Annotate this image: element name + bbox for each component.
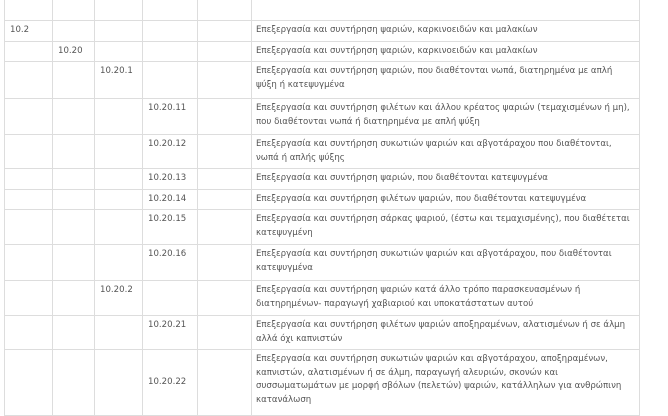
table-row (5, 41, 640, 62)
level5-cell (198, 41, 252, 62)
level1-cell: 10.2 (5, 21, 53, 42)
level3-cell (95, 245, 143, 281)
table-row (5, 99, 640, 135)
table-row (5, 169, 640, 190)
level3-cell (95, 169, 143, 190)
level5-cell (198, 0, 252, 21)
level5-cell (198, 189, 252, 210)
level4-cell (143, 41, 198, 62)
level4-cell: 10.20.14 (143, 189, 198, 210)
level4-cell: 10.20.13 (143, 169, 198, 190)
level5-cell (198, 281, 252, 316)
level3-cell (95, 99, 143, 135)
level1-cell (5, 169, 53, 190)
description-cell: Επεξεργασία και συντήρηση ψαριών, καρκινοειδών και μαλακίων (252, 41, 640, 62)
level1-cell (5, 210, 53, 245)
level3-cell (95, 210, 143, 245)
description-cell: Επεξεργασία και συντήρηση συκωτιών ψαριών και αβγοτάραχου, αποξηραμένων, καπνιστών, αλατισμένων ή σε άλμη, παραγωγή αλευριών, σκονών και συσσωματωμάτων με μορφή σβόλων (πελετών) ψαριών, κατάλληλων για ανθρώπινη κατανάλωση (252, 350, 640, 416)
level5-cell (198, 169, 252, 190)
table-row (5, 189, 640, 210)
table-row (5, 135, 640, 169)
level2-cell (53, 316, 95, 350)
level5-cell (198, 99, 252, 135)
description-cell: Επεξεργασία και συντήρηση συκωτιών ψαριών και αβγοτάραχου, που διαθέτονται κατεψυγμένα (252, 245, 640, 281)
table-row (5, 281, 640, 316)
description-cell: Επεξεργασία και συντήρηση ψαριών κατά άλλο τρόπο παρασκευασμένων ή διατηρημένων- παραγωγή χαβιαριού και υποκατάστατων αυτού (252, 281, 640, 316)
level3-cell (95, 0, 143, 21)
level5-cell (198, 135, 252, 169)
level1-cell (5, 62, 53, 99)
level2-cell (53, 281, 95, 316)
level4-cell: 10.20.21 (143, 316, 198, 350)
level4-cell: 10.20.22 (143, 350, 198, 416)
level2-cell: 10.20 (53, 41, 95, 62)
table-row (5, 316, 640, 350)
level3-cell (95, 41, 143, 62)
level3-cell (95, 21, 143, 42)
level1-cell (5, 41, 53, 62)
table-row (5, 210, 640, 245)
level4-cell: 10.20.12 (143, 135, 198, 169)
level2-cell (53, 350, 95, 416)
description-cell: Επεξεργασία και συντήρηση συκωτιών ψαριών και αβγοτάραχου που διαθέτονται, νωπά ή απλής ψύξης (252, 135, 640, 169)
level1-cell (5, 189, 53, 210)
description-cell: Επεξεργασία και συντήρηση σάρκας ψαριού, (έστω και τεμαχισμένης), που διαθέτεται κατεψυγμένη (252, 210, 640, 245)
level5-cell (198, 210, 252, 245)
level4-cell: 10.20.16 (143, 245, 198, 281)
level1-cell (5, 350, 53, 416)
level4-cell (143, 281, 198, 316)
level3-cell: 10.20.2 (95, 281, 143, 316)
level2-cell (53, 21, 95, 42)
level2-cell (53, 169, 95, 190)
table-row (5, 0, 640, 21)
level3-cell (95, 316, 143, 350)
level2-cell (53, 62, 95, 99)
level2-cell (53, 210, 95, 245)
description-cell: Επεξεργασία και συντήρηση φιλέτων και άλλου κρέατος ψαριών (τεμαχισμένων ή μη), που διαθέτονται νωπά ή διατηρημένα με απλή ψύξη (252, 99, 640, 135)
description-cell: Επεξεργασία και συντήρηση φιλέτων ψαριών, που διαθέτονται κατεψυγμένα (252, 189, 640, 210)
level1-cell (5, 316, 53, 350)
level2-cell (53, 245, 95, 281)
level4-cell (143, 0, 198, 21)
description-cell (252, 0, 640, 21)
level5-cell (198, 21, 252, 42)
level4-cell: 10.20.11 (143, 99, 198, 135)
level3-cell: 10.20.1 (95, 62, 143, 99)
level5-cell (198, 316, 252, 350)
table-row (5, 245, 640, 281)
level1-cell (5, 281, 53, 316)
level5-cell (198, 62, 252, 99)
level3-cell (95, 350, 143, 416)
level4-cell (143, 62, 198, 99)
level1-cell (5, 99, 53, 135)
level3-cell (95, 135, 143, 169)
level4-cell: 10.20.15 (143, 210, 198, 245)
table-row (5, 350, 640, 416)
level2-cell (53, 0, 95, 21)
description-cell: Επεξεργασία και συντήρηση ψαριών, που διαθέτονται κατεψυγμένα (252, 169, 640, 190)
level5-cell (198, 350, 252, 416)
level2-cell (53, 99, 95, 135)
nace-code-table (4, 0, 640, 416)
level1-cell (5, 135, 53, 169)
description-cell: Επεξεργασία και συντήρηση ψαριών, καρκινοειδών και μαλακίων (252, 21, 640, 42)
table-row (5, 62, 640, 99)
level1-cell (5, 245, 53, 281)
level3-cell (95, 189, 143, 210)
level4-cell (143, 21, 198, 42)
level1-cell (5, 0, 53, 21)
description-cell: Επεξεργασία και συντήρηση ψαριών, που διαθέτονται νωπά, διατηρημένα με απλή ψύξη ή κατεψυγμένα (252, 62, 640, 99)
table-body (5, 0, 640, 416)
level5-cell (198, 245, 252, 281)
level2-cell (53, 135, 95, 169)
table-row (5, 21, 640, 42)
level2-cell (53, 189, 95, 210)
description-cell: Επεξεργασία και συντήρηση φιλέτων ψαριών αποξηραμένων, αλατισμένων ή σε άλμη αλλά όχι καπνιστών (252, 316, 640, 350)
